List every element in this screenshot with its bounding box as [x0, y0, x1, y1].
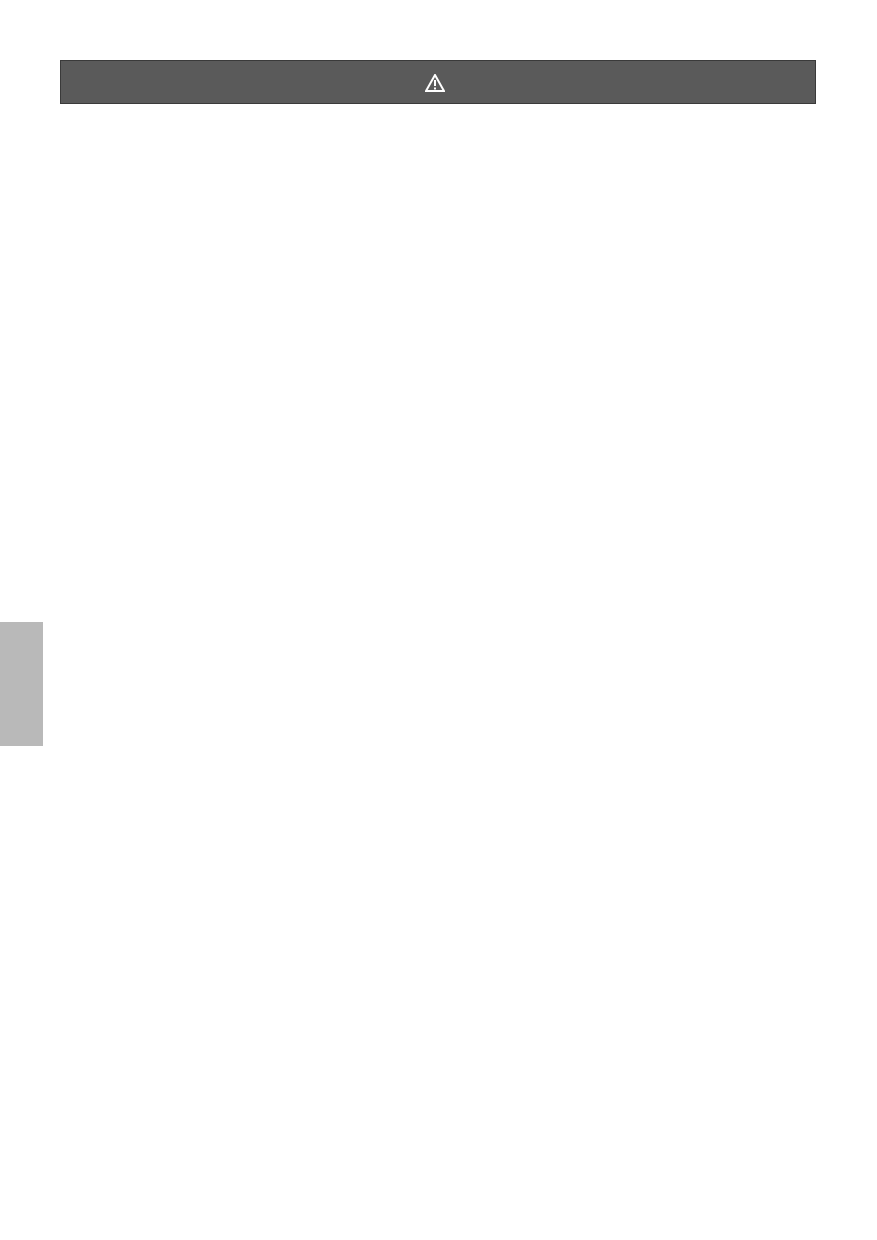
- table-header: [61, 61, 816, 104]
- section-tab[interactable]: [0, 622, 43, 746]
- warning-triangle-icon: [425, 69, 445, 98]
- warning-table: [60, 60, 816, 104]
- warning-header: [61, 61, 816, 104]
